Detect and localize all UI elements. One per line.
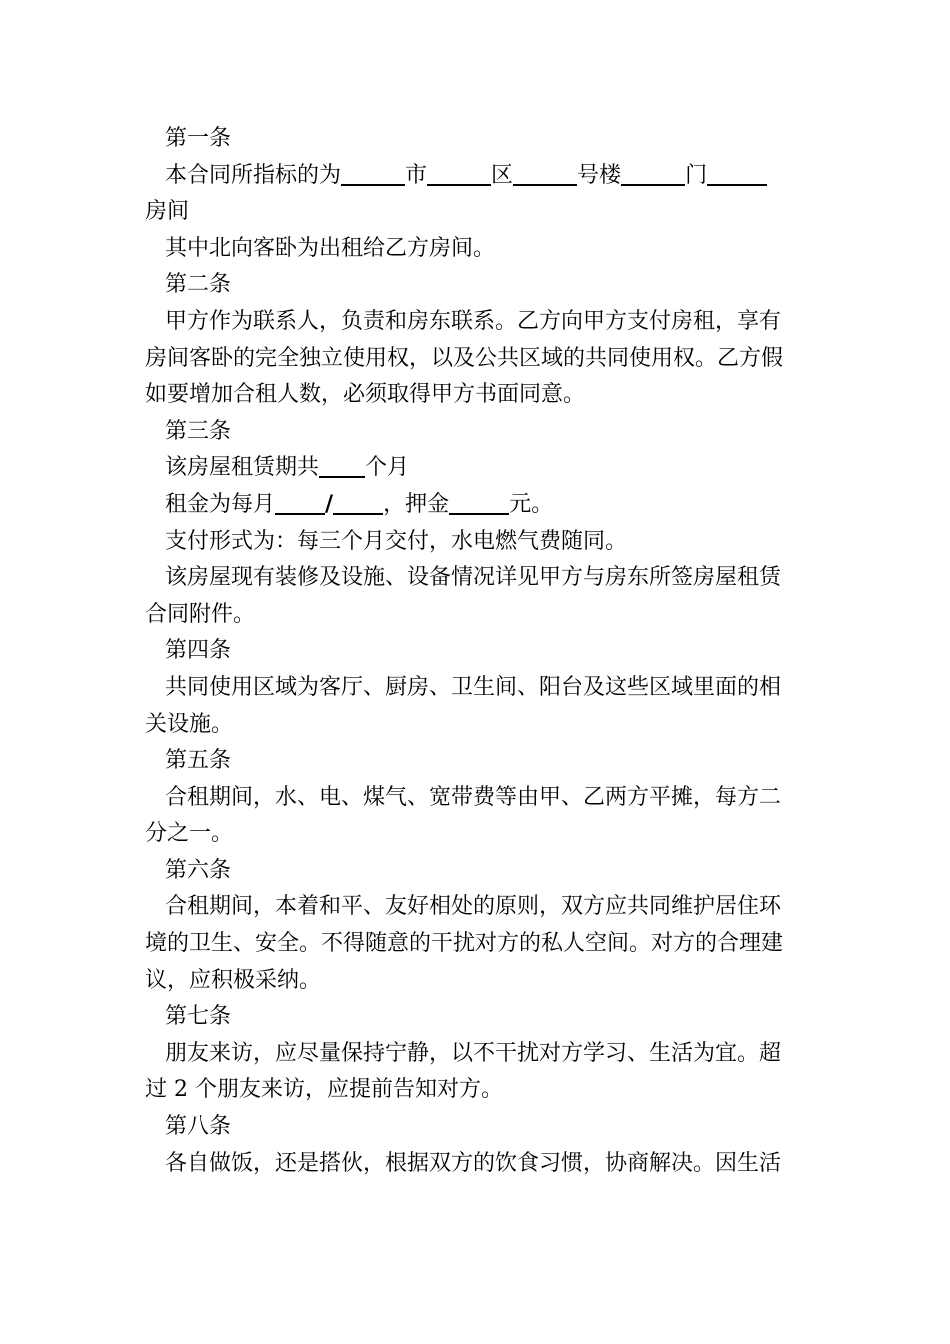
- building-blank[interactable]: [513, 162, 577, 186]
- payment-line: 支付形式为：每三个月交付，水电燃气费随同。: [165, 528, 628, 554]
- article-1-paragraph: 其中北向客卧为出租给乙方房间。: [165, 235, 496, 261]
- article-4-paragraph-line-1: 共同使用区域为客厅、厨房、卫生间、阳台及这些区域里面的相: [165, 674, 782, 700]
- district-blank[interactable]: [427, 162, 491, 186]
- room-blank[interactable]: [707, 162, 767, 186]
- lease-term-prefix: 该房屋租赁期共: [165, 455, 320, 481]
- article-2-heading: 第二条: [165, 272, 232, 298]
- rent-period-blank[interactable]: [333, 491, 383, 515]
- address-continuation: 房间: [145, 199, 190, 225]
- article-6-heading: 第六条: [165, 857, 232, 883]
- rent-amount-blank[interactable]: [275, 491, 325, 515]
- deposit-blank[interactable]: [449, 491, 509, 515]
- lease-months-blank[interactable]: [319, 454, 365, 478]
- deposit-prefix: ，押金: [383, 491, 450, 517]
- article-4-paragraph-line-2: 关设施。: [145, 711, 234, 737]
- article-6-paragraph-line-3: 议，应积极采纳。: [145, 967, 322, 993]
- article-5-paragraph-line-1: 合租期间，水、电、煤气、宽带费等由甲、乙两方平摊，每方二: [165, 784, 782, 810]
- article-6-paragraph-line-2: 境的卫生、安全。不得随意的干扰对方的私人空间。对方的合理建: [145, 931, 784, 957]
- article-5-heading: 第五条: [165, 748, 232, 774]
- building-label: 号楼: [577, 162, 622, 188]
- facilities-line-1: 该房屋现有装修及设施、设备情况详见甲方与房东所签房屋租赁: [165, 565, 782, 591]
- article-2-paragraph-line-1: 甲方作为联系人，负责和房东联系。乙方向甲方支付房租，享有: [165, 308, 782, 334]
- article-8-paragraph-line-1: 各自做饭，还是搭伙，根据双方的饮食习惯，协商解决。因生活: [165, 1150, 782, 1176]
- facilities-line-2: 合同附件。: [145, 601, 256, 627]
- address-prefix: 本合同所指标的为: [165, 162, 342, 188]
- rent-slash: /: [325, 491, 334, 517]
- article-5-paragraph-line-2: 分之一。: [145, 821, 234, 847]
- unit-label: 门: [685, 162, 708, 188]
- rent-line: [145, 487, 807, 524]
- article-3-heading: 第三条: [165, 418, 232, 444]
- article-2-paragraph-line-2: 房间客卧的完全独立使用权，以及公共区域的共同使用权。乙方假: [145, 345, 784, 371]
- district-label: 区: [491, 162, 514, 188]
- article-4-heading: 第四条: [165, 638, 232, 664]
- unit-blank[interactable]: [621, 162, 685, 186]
- document-body: [145, 121, 807, 1182]
- city-blank[interactable]: [341, 162, 405, 186]
- article-7-heading: 第七条: [165, 1004, 232, 1030]
- article-2-paragraph-line-3: 如要增加合租人数，必须取得甲方书面同意。: [145, 382, 586, 408]
- lease-term-line: [145, 450, 807, 487]
- article-1-heading: 第一条: [165, 126, 232, 151]
- article-7-paragraph-line-2: 过 2 个朋友来访，应提前告知对方。: [145, 1077, 503, 1103]
- deposit-suffix: 元。: [509, 491, 554, 517]
- article-8-heading: 第八条: [165, 1114, 232, 1140]
- lease-term-suffix: 个月: [365, 455, 410, 481]
- address-line: [145, 158, 807, 195]
- article-7-paragraph-line-1: 朋友来访，应尽量保持宁静，以不干扰对方学习、生活为宜。超: [165, 1040, 782, 1066]
- article-6-paragraph-line-1: 合租期间，本着和平、友好相处的原则，双方应共同维护居住环: [165, 894, 782, 920]
- rent-prefix: 租金为每月: [165, 491, 276, 517]
- city-label: 市: [405, 162, 428, 188]
